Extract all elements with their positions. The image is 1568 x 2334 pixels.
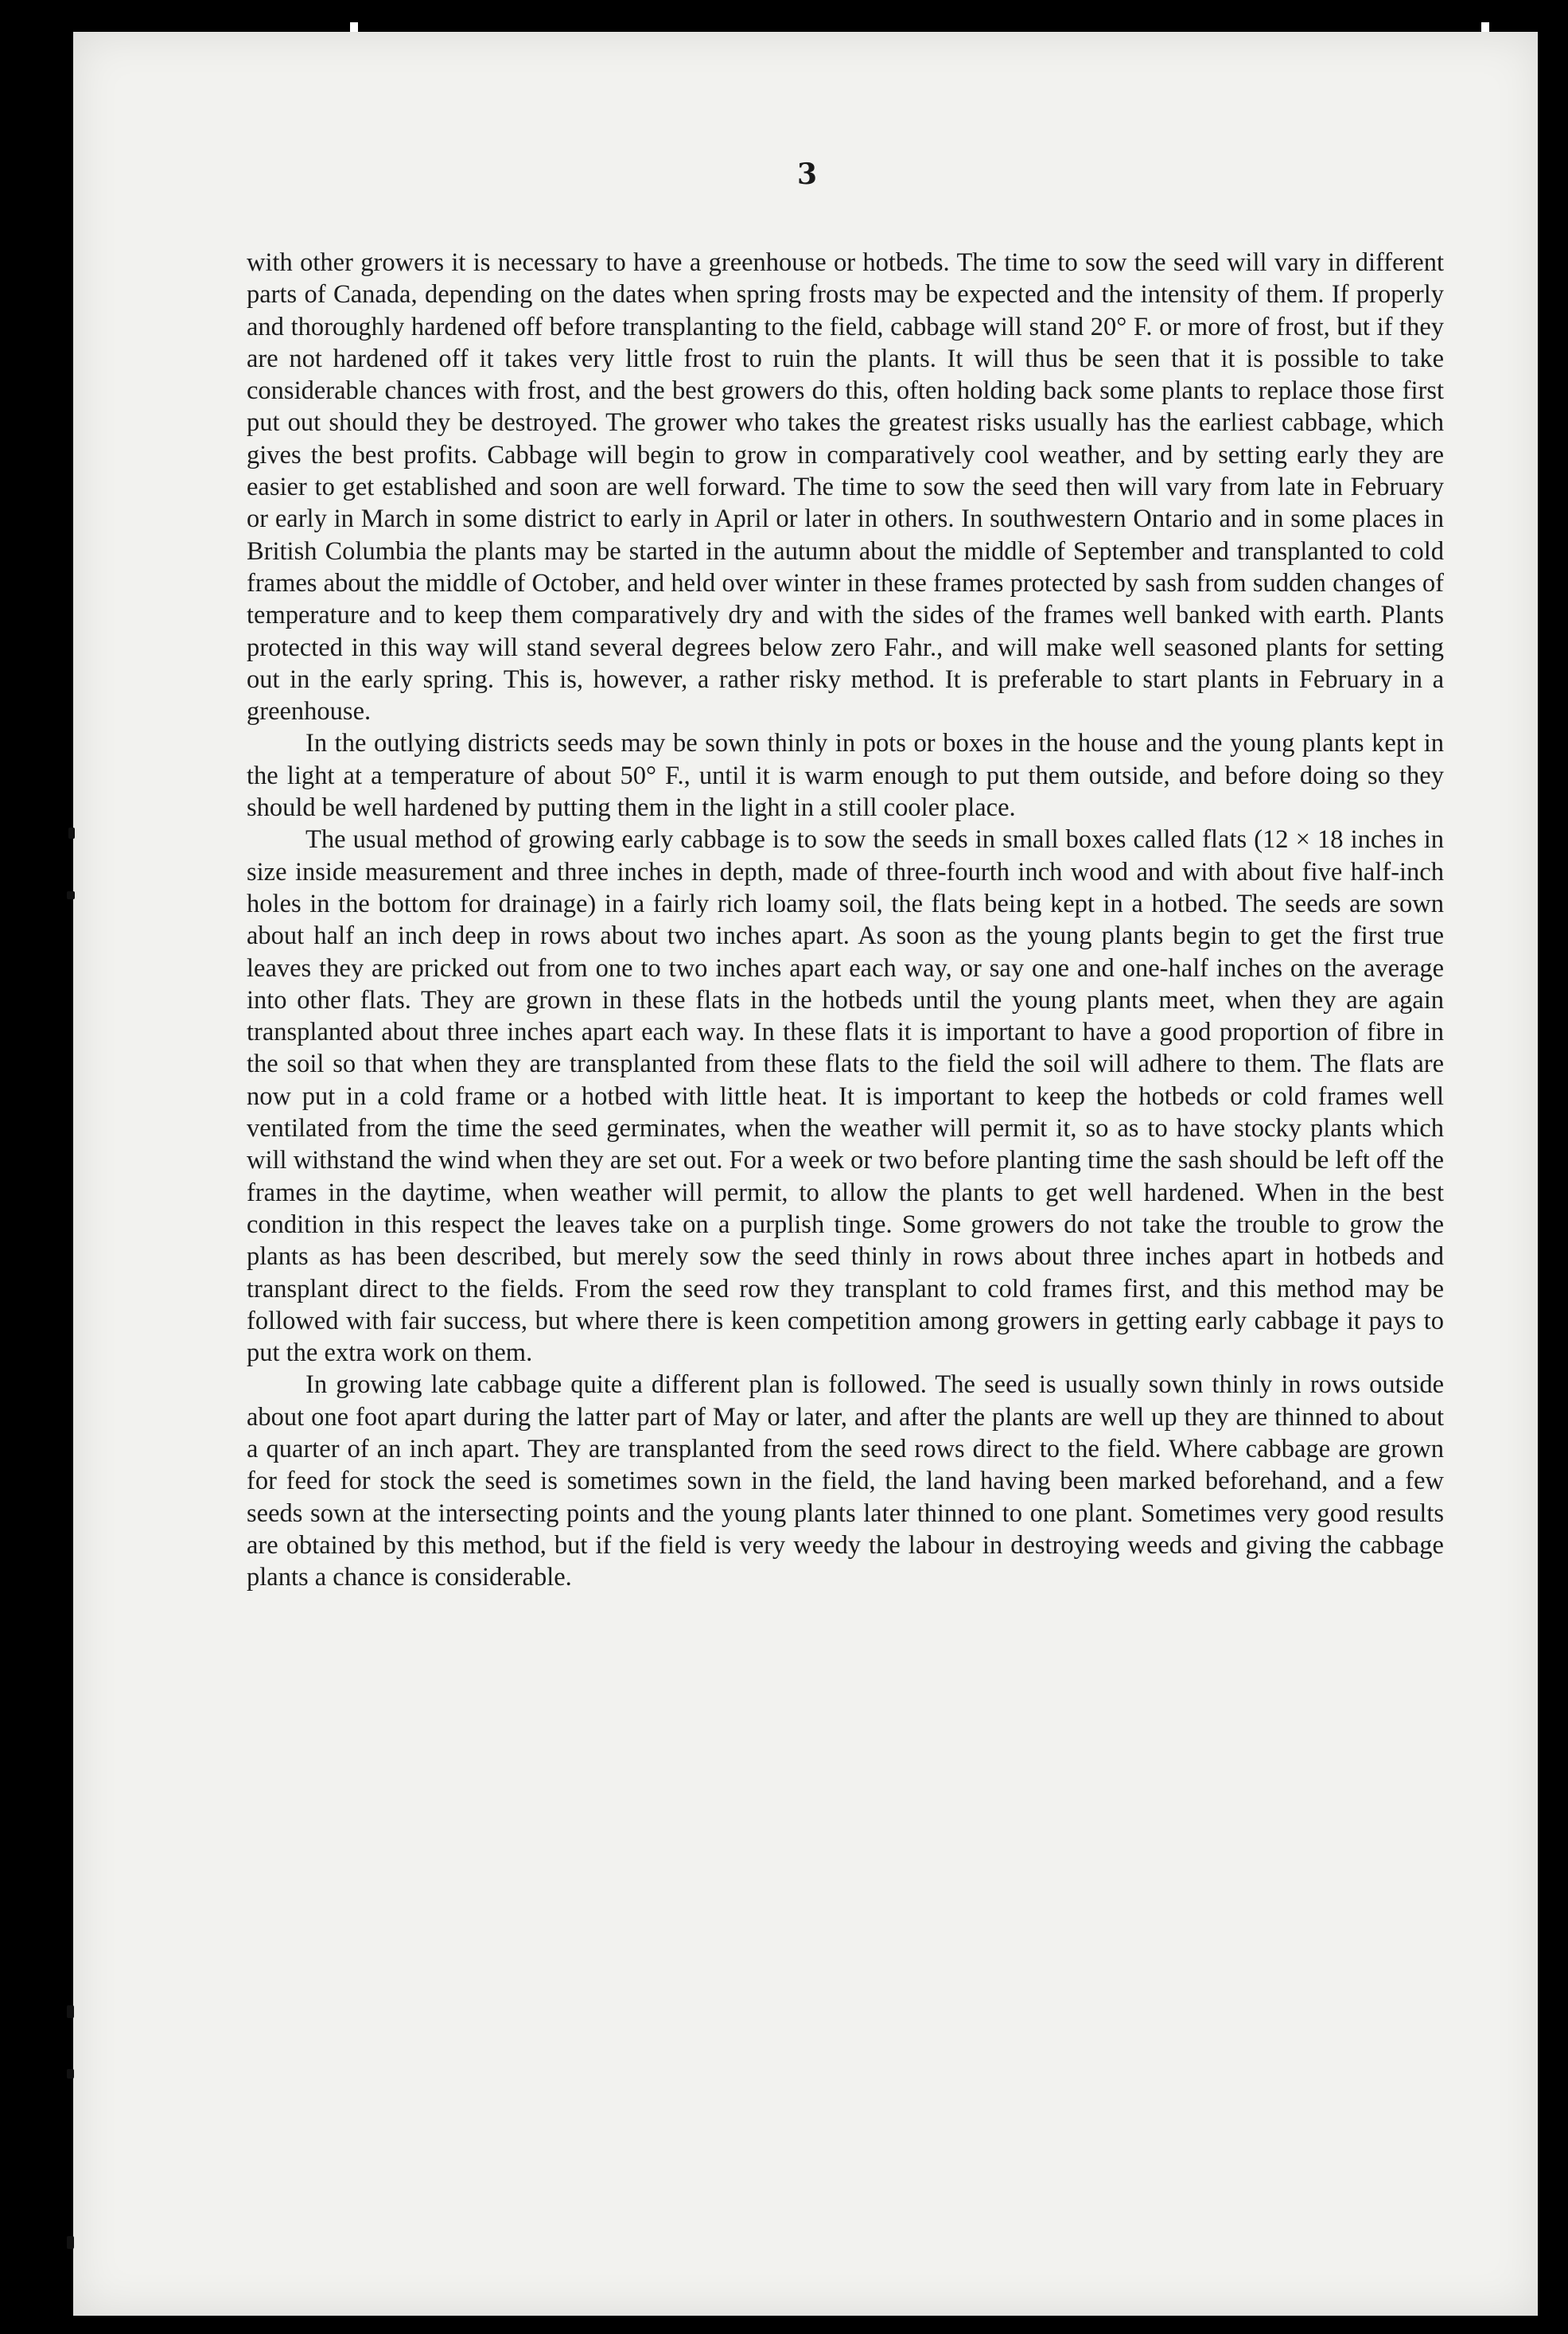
document-page (73, 32, 1541, 2316)
binding-mark (67, 2005, 74, 2018)
binding-mark (67, 891, 75, 899)
paragraph: In growing late cabbage quite a different plan is followed. The seed is usually sown thinly in rows outside about one foot apart during the latter part of May or later, and after the plants are well up they are thinned to about a quarter of an inch apart. They are transplanted from the seed rows direct to the field. Where cabbage are grown for feed for stock the seed is sometimes sown in the field, the land having been marked beforehand, and a few seeds sown at the intersecting points and the young plants later thinned to one plant. Sometimes very good results are obtained by this method, but if the field is very weedy the labour in destroying weeds and giving the cabbage plants a chance is considerable. (247, 1370, 1444, 1592)
scan-edge (1538, 0, 1568, 2334)
binding-mark (68, 828, 75, 839)
scan-artifact (350, 22, 358, 32)
paragraph: In the outlying districts seeds may be sown thinly in pots or boxes in the house and the young plants kept in the light at a temperature of about 50° F., until it is warm enough to put them outside, and before doing so they should be well hardened by putting them in the light in a still cooler place. (247, 729, 1444, 823)
page-number: 3 (796, 158, 818, 191)
paragraph: with other growers it is necessary to have a greenhouse or hotbeds. The time to sow the seed will vary in different parts of Canada, depending on the dates when spring frosts may be expected and the intensity of them. If properly and thoroughly hardened off before transplanting to the field, cabbage will stand 20° F. or more of frost, but if they are not hardened off it takes very little frost to ruin the plants. It will thus be seen that it is possible to take considerable chances with frost, and the best growers do this, often holding back some plants to replace those first put out should they be destroyed. The grower who takes the greatest risks usually has the earliest cabbage, which gives the best profits. Cabbage will begin to grow in comparatively cool weather, and by setting early they are easier to get established and soon are well forward. The time to sow the seed then will vary from late in February or early in March in some district to early in April or later in others. In southwestern Ontario and in some places in British Columbia the plants may be started in the autumn about the middle of September and transplanted to cold frames about the middle of October, and held over winter in these frames protected by sash from sudden changes of temperature and to keep them comparatively dry and with the sides of the frames well banked with earth. Plants protected in this way will stand several degrees below zero Fahr., and will make well seasoned plants for setting out in the early spring. This is, however, a rather risky method. It is preferable to start plants in February in a greenhouse. (247, 248, 1444, 727)
binding-mark (67, 2236, 74, 2249)
body-text (247, 247, 1444, 1593)
binding-mark (67, 2069, 74, 2079)
scan-artifact (1481, 22, 1489, 32)
paragraph: The usual method of growing early cabbage is to sow the seeds in small boxes called flats (12 × 18 inches in size inside measurement and three inches in depth, made of three-fourth inch wood and with about five half-inch holes in the bottom for drainage) in a fairly rich loamy soil, the flats being kept in a hotbed. The seeds are sown about half an inch deep in rows about two inches apart. As soon as the young plants begin to get the first true leaves they are pricked out from one to two inches apart each way, or say one and one-half inches on the average into other flats. They are grown in these flats in the hotbeds until the young plants meet, when they are again transplanted about three inches apart each way. In these flats it is important to have a good proportion of fibre in the soil so that when they are transplanted from these flats to the field the soil will adhere to them. The flats are now put in a cold frame or a hotbed with little heat. It is important to keep the hotbeds or cold frames well ventilated from the time the seed germinates, when the weather will permit it, so as to have stocky plants which will withstand the wind when they are set out. For a week or two before planting time the sash should be left off the frames in the daytime, when weather will permit, to allow the plants to get well hardened. When in the best condition in this respect the leaves take on a purplish tinge. Some growers do not take the trouble to grow the plants as has been described, but merely sow the seed thinly in rows about three inches apart in hotbeds and transplant direct to the fields. From the seed row they transplant to cold frames first, and this method may be followed with fair success, but where there is keen competition among growers in getting early cabbage it pays to put the extra work on them. (247, 825, 1444, 1368)
